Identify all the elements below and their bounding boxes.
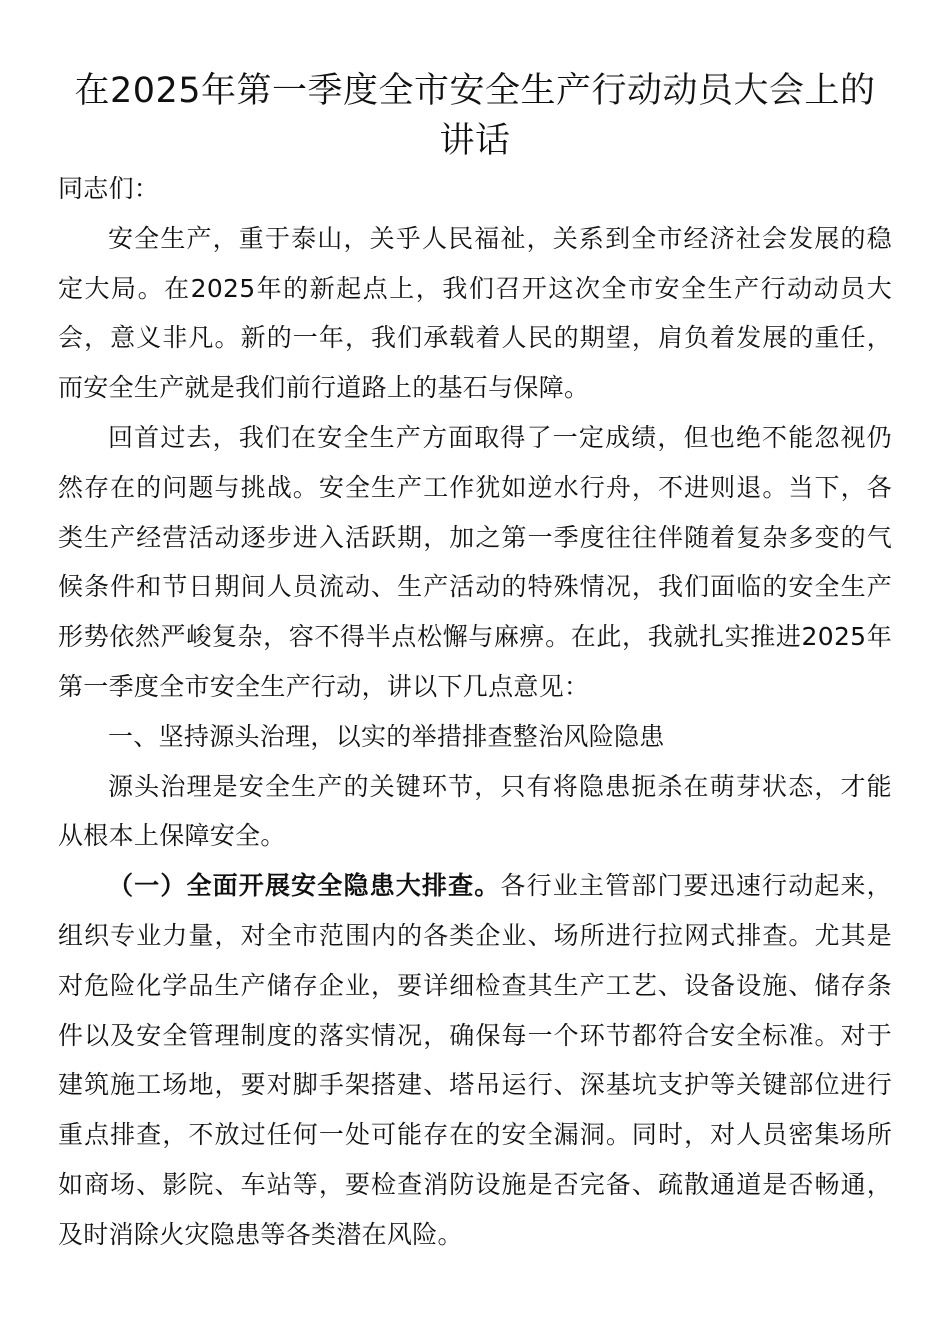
section-heading: 一、坚持源头治理，以实的举措排查整治风险隐患 bbox=[108, 721, 665, 751]
subsection-paragraph bbox=[58, 861, 892, 1259]
paragraph: 安全生产，重于泰山，关乎人民福祉，关系到全市经济社会发展的稳定大局。在2025年的新起点上，我们召开这次全市安全生产行动动员大会，意义非凡。新的一年，我们承载着人民的期望，肩负着发展的重任，而安全生产就是我们前行道路上的基石与保障。 bbox=[58, 223, 892, 403]
subsection-heading: （一）全面开展安全隐患大排查。 bbox=[108, 871, 501, 901]
paragraph: 回首过去，我们在安全生产方面取得了一定成绩，但也绝不能忽视仍然存在的问题与挑战。安全生产工作犹如逆水行舟，不进则退。当下，各类生产经营活动逐步进入活跃期，加之第一季度往往伴随着复杂多变的气候条件和节日期间人员流动、生产活动的特殊情况，我们面临的安全生产形势依然严峻复杂，容不得半点松懈与麻痹。在此，我就扎实推进2025年第一季度全市安全生产行动，讲以下几点意见： bbox=[58, 422, 892, 701]
document-title: 在2025年第一季度全市安全生产行动动员大会上的讲话 bbox=[74, 71, 876, 161]
salutation: 同志们： bbox=[58, 174, 160, 203]
section-intro: 源头治理是安全生产的关键环节，只有将隐患扼杀在萌芽状态，才能从根本上保障安全。 bbox=[58, 771, 892, 851]
subsection-text: 各行业主管部门要迅速行动起来，组织专业力量，对全市范围内的各类企业、场所进行拉网式排查。尤其是对危险化学品生产储存企业，要详细检查其生产工艺、设备设施、储存条件以及安全管理制度的落实情况，确保每一个环节都符合安全标准。对于建筑施工场地，要对脚手架搭建、塔吊运行、深基坑支护等关键部位进行重点排查，不放过任何一处可能存在的安全漏洞。同时，对人员密集场所如商场、影院、车站等，要检查消防设施是否完备、疏散通道是否畅通，及时消除火灾隐患等各类潜在风险。 bbox=[58, 871, 892, 1249]
document-body bbox=[58, 164, 892, 1260]
